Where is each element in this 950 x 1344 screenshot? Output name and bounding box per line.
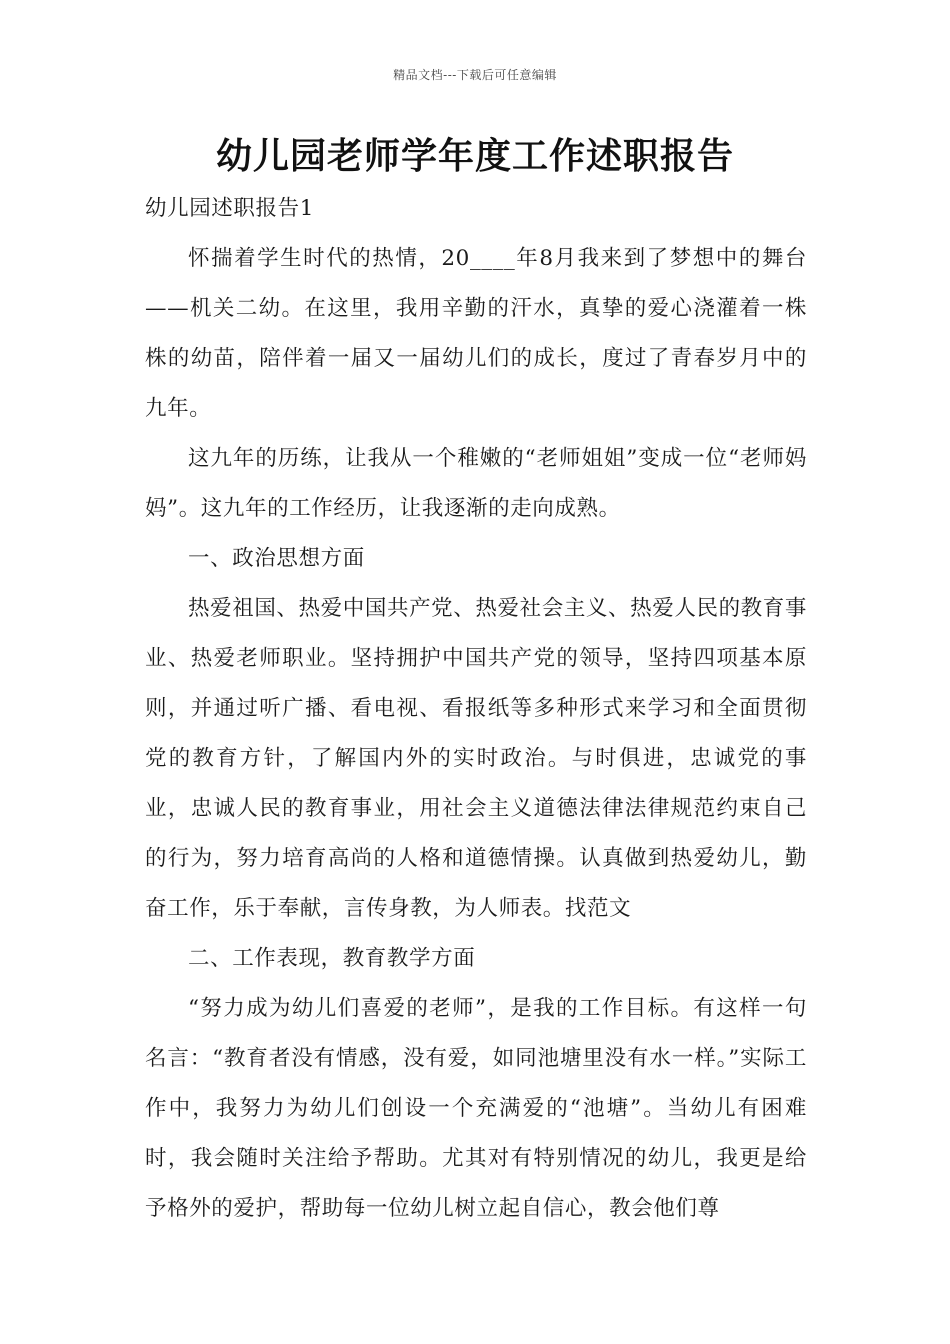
paragraph: “努力成为幼儿们喜爱的老师”，是我的工作目标。有这样一句名言：“教育者没有情感，没有爱，如同池塘里没有水一样。”实际工作中，我努力为幼儿们创设一个充满爱的“池塘”。当幼儿有困难时，我会随时关注给予帮助。尤其对有特别情况的幼儿，我更是给予格外的爱护，帮助每一位幼儿树立起自信心，教会他们尊 bbox=[145, 996, 807, 1221]
header-note: 精品文档---下载后可任意编辑 bbox=[393, 68, 557, 82]
section-heading: 一、政治思想方面 bbox=[188, 546, 365, 571]
paragraph: 怀揣着学生时代的热情，20____年8月我来到了梦想中的舞台——机关二幼。在这里，我用辛勤的汗水，真挚的爱心浇灌着一株株的幼苗，陪伴着一届又一届幼儿们的成长，度过了青春岁月中的九年。 bbox=[145, 246, 807, 421]
section-heading: 二、工作表现，教育教学方面 bbox=[188, 946, 476, 971]
document-title: 幼儿园老师学年度工作述职报告 bbox=[215, 135, 734, 177]
paragraph: 热爱祖国、热爱中国共产党、热爱社会主义、热爱人民的教育事业、热爱老师职业。坚持拥护中国共产党的领导，坚持四项基本原则，并通过听广播、看电视、看报纸等多种形式来学习和全面贯彻党的教育方针，了解国内外的实时政治。与时俱进，忠诚党的事业，忠诚人民的教育事业，用社会主义道德法律法律规范约束自己的行为，努力培育高尚的人格和道德情操。认真做到热爱幼儿，勤奋工作，乐于奉献，言传身教，为人师表。找范文 bbox=[145, 596, 807, 921]
document-body bbox=[145, 184, 807, 1234]
paragraph: 这九年的历练，让我从一个稚嫩的“老师姐姐”变成一位“老师妈妈”。这九年的工作经历，让我逐渐的走向成熟。 bbox=[145, 446, 807, 521]
document-subtitle: 幼儿园述职报告1 bbox=[145, 196, 314, 221]
